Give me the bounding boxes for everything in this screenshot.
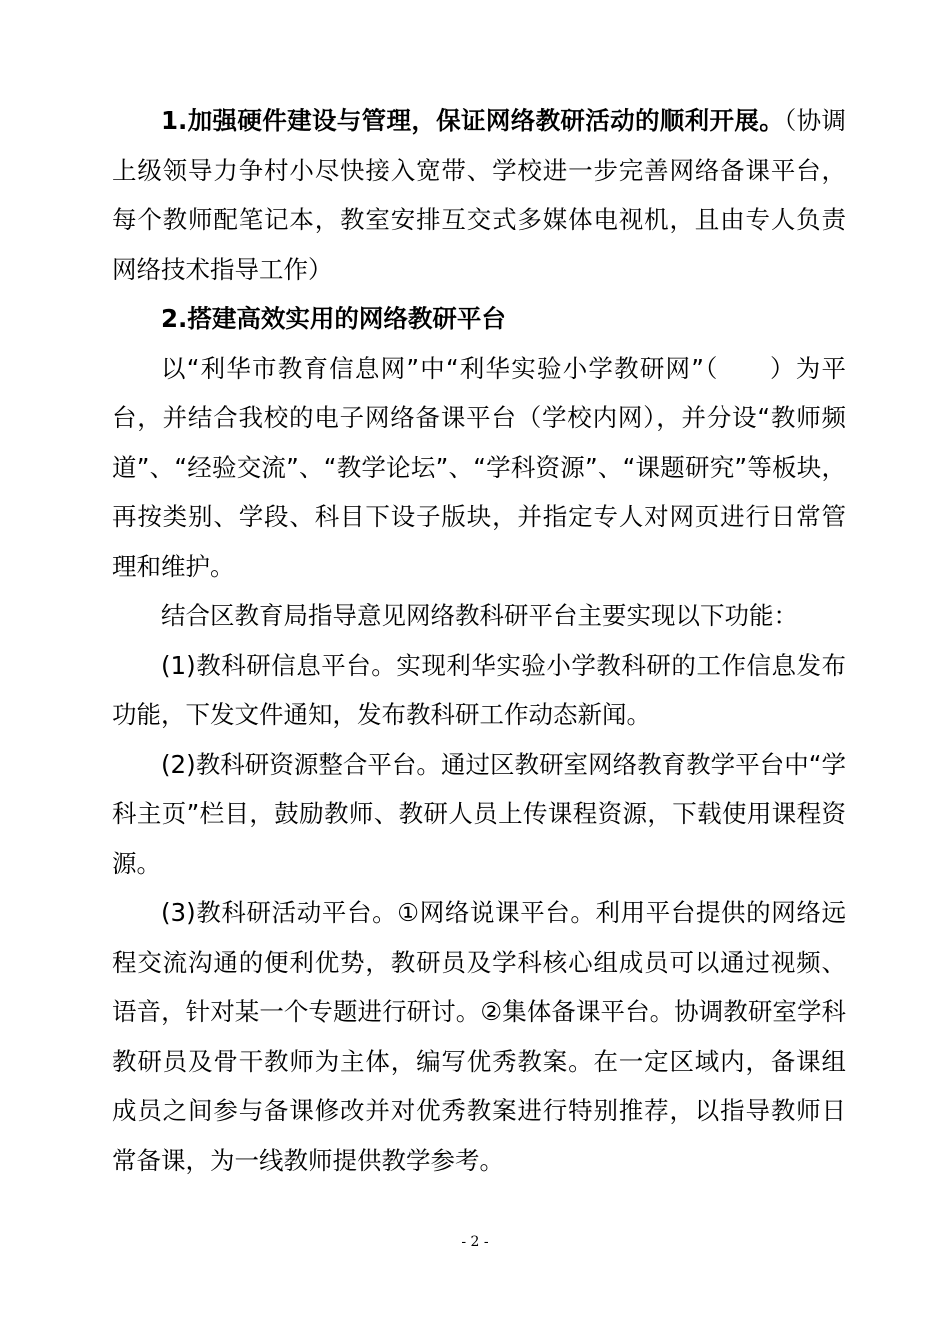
heading-platform: 2.搭建高效实用的网络教研平台 — [161, 304, 506, 333]
paragraph-platform-heading — [112, 294, 846, 344]
paragraph-platform-description-text: 以“利华市教育信息网”中“利华实验小学教研网”（ ）为平台，并结合我校的电子网络备课平台（学校内网），并分设“教师频道”、“经验交流”、“教学论坛”、“学科资源”、“课题研究”等板块，再按类别、学段、科目下设子版块，并指定专人对网页进行日常管理和维护。 — [112, 353, 846, 581]
paragraph-function-3 — [112, 888, 846, 1185]
paragraph-platform-description — [112, 344, 846, 592]
paragraph-function-1-text: (1)教科研信息平台。实现利华实验小学教科研的工作信息发布功能，下发文件通知，发布教科研工作动态新闻。 — [112, 650, 846, 729]
paragraph-functions-intro — [112, 591, 846, 641]
paragraph-hardware — [112, 96, 846, 294]
paragraph-function-2-text: (2)教科研资源整合平台。通过区教研室网络教育教学平台中“学科主页”栏目，鼓励教师、教研人员上传课程资源，下载使用课程资源。 — [112, 749, 846, 878]
paragraph-hardware-text: （协调上级领导力争村小尽快接入宽带、学校进一步完善网络备课平台，每个教师配笔记本，教室安排互交式多媒体电视机，且由专人负责网络技术指导工作） — [112, 106, 846, 284]
document-body — [112, 96, 846, 1185]
paragraph-functions-intro-text: 结合区教育局指导意见网络教科研平台主要实现以下功能： — [161, 601, 798, 630]
paragraph-function-1 — [112, 641, 846, 740]
page-number: - 2 - — [461, 1234, 489, 1250]
heading-hardware: 1.加强硬件建设与管理，保证网络教研活动的顺利开展。 — [161, 106, 785, 135]
paragraph-function-2 — [112, 740, 846, 889]
paragraph-function-3-text: (3)教科研活动平台。①网络说课平台。利用平台提供的网络远程交流沟通的便利优势，教研员及学科核心组成员可以通过视频、语音，针对某一个专题进行研讨。②集体备课平台。协调教研室学科教研员及骨干教师为主体，编写优秀教案。在一定区域内，备课组成员之间参与备课修改并对优秀教案进行特别推荐，以指导教师日常备课，为一线教师提供教学参考。 — [112, 898, 846, 1175]
